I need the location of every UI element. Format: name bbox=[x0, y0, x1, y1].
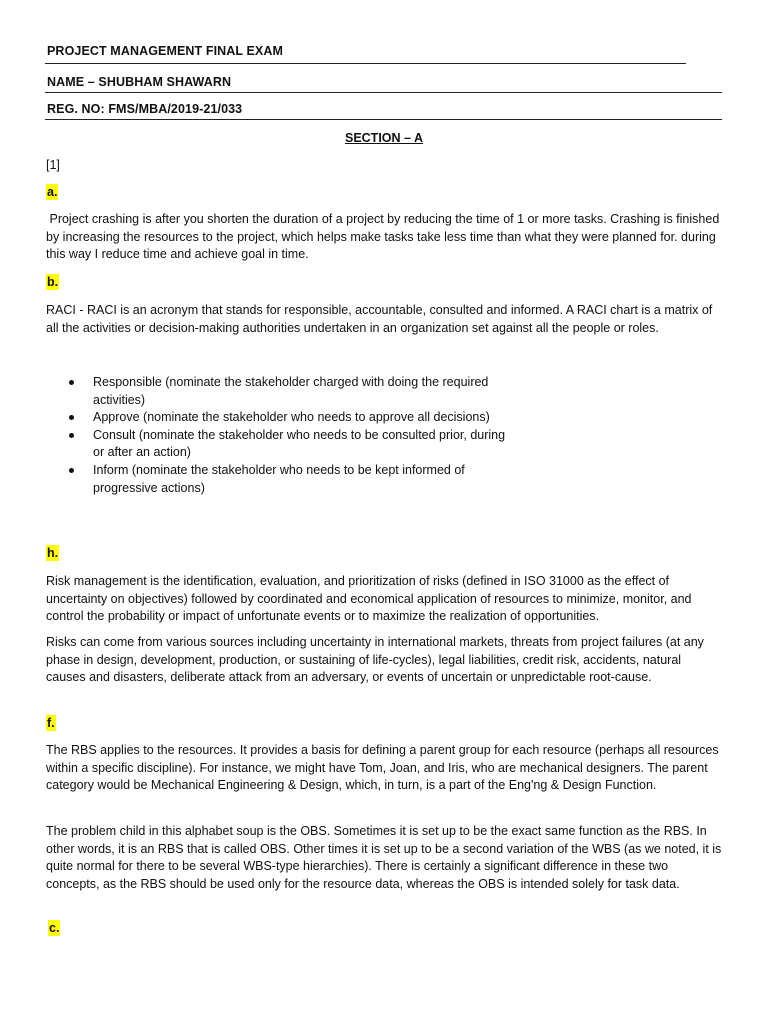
list-item-text: Responsible (nominate the stakeholder charged with doing the required activities) bbox=[93, 375, 489, 407]
raci-bullet-list bbox=[66, 374, 506, 497]
exam-title: PROJECT MANAGEMENT FINAL EXAM bbox=[47, 44, 284, 58]
list-item-text: Inform (nominate the stakeholder who needs to be kept informed of progressive actions) bbox=[93, 462, 465, 495]
answer-label-c: c. bbox=[49, 921, 60, 935]
list-item-text: Approve (nominate the stakeholder who needs to approve all decisions) bbox=[93, 410, 490, 425]
list-item-text: Consult (nominate the stakeholder who needs to be consulted prior, during or after an action) bbox=[93, 427, 506, 460]
answer-label-b: b. bbox=[47, 275, 59, 289]
answer-label-a: a. bbox=[47, 185, 58, 199]
bullet-icon bbox=[69, 468, 74, 473]
answer-a-text: Project crashing is after you shorten the duration of a project by reducing the time of 1 or more tasks. Crashing is finished by increasing the resources to the project, which helps make tasks take less time than what they were planned for. during this way I reduce time and achieve goal in time. bbox=[46, 212, 723, 262]
registration-number: REG. NO: FMS/MBA/2019-21/033 bbox=[47, 102, 243, 116]
list-item bbox=[66, 409, 506, 427]
divider-line bbox=[45, 63, 686, 64]
answer-h-text-2: Risks can come from various sources including uncertainty in international markets, threats from project failures (at any phase in design, development, production, or sustaining of life-cycles), legal liabilities, credit risk, accidents, natural causes and disasters, deliberate attack from an adversary, or events of uncertain or unpredictable root-cause. bbox=[46, 635, 704, 685]
list-item bbox=[66, 462, 506, 497]
answer-h-text-1: Risk management is the identification, evaluation, and prioritization of risks (defined in ISO 31000 as the effect of uncertainty on objectives) followed by coordinated and economical application of resources to minimize, monitor, and control the probability or impact of unfortunate events or to maximize the realization of opportunities. bbox=[46, 574, 692, 624]
bullet-icon bbox=[69, 380, 74, 385]
answer-label-f: f. bbox=[47, 716, 55, 730]
divider-line bbox=[45, 92, 722, 93]
answer-label-h: h. bbox=[47, 546, 59, 560]
bullet-icon bbox=[69, 433, 74, 438]
list-item bbox=[66, 374, 506, 409]
bullet-icon bbox=[69, 415, 74, 420]
section-title: SECTION – A bbox=[344, 131, 424, 145]
answer-f-text-2: The problem child in this alphabet soup is the OBS. Sometimes it is set up to be the exact same function as the RBS. In other words, it is an RBS that is called OBS. Other times it is set up to be a second variation of the WBS (as we noted, it is quite normal for there to be several WBS-type hierarchies). There is certainly a significant difference in these two concepts, as the RBS should be used only for the resource data, whereas the OBS is intended solely for task data. bbox=[46, 824, 722, 891]
list-item bbox=[66, 427, 506, 462]
answer-b-text: RACI - RACI is an acronym that stands for responsible, accountable, consulted and informed. A RACI chart is a matrix of all the activities or decision-making authorities undertaken in an organization set against all the people or roles. bbox=[46, 303, 713, 335]
answer-f-text-1: The RBS applies to the resources. It provides a basis for defining a parent group for each resource (perhaps all resources within a specific discipline). For instance, we might have Tom, Joan, and Iris, who are mechanical designers. The parent category would be Mechanical Engineering & Design, which, in turn, is a part of the Eng'ng & Design Function. bbox=[46, 743, 719, 793]
question-number: [1] bbox=[46, 158, 60, 172]
divider-line bbox=[45, 119, 722, 120]
student-name: NAME – SHUBHAM SHAWARN bbox=[47, 75, 232, 89]
